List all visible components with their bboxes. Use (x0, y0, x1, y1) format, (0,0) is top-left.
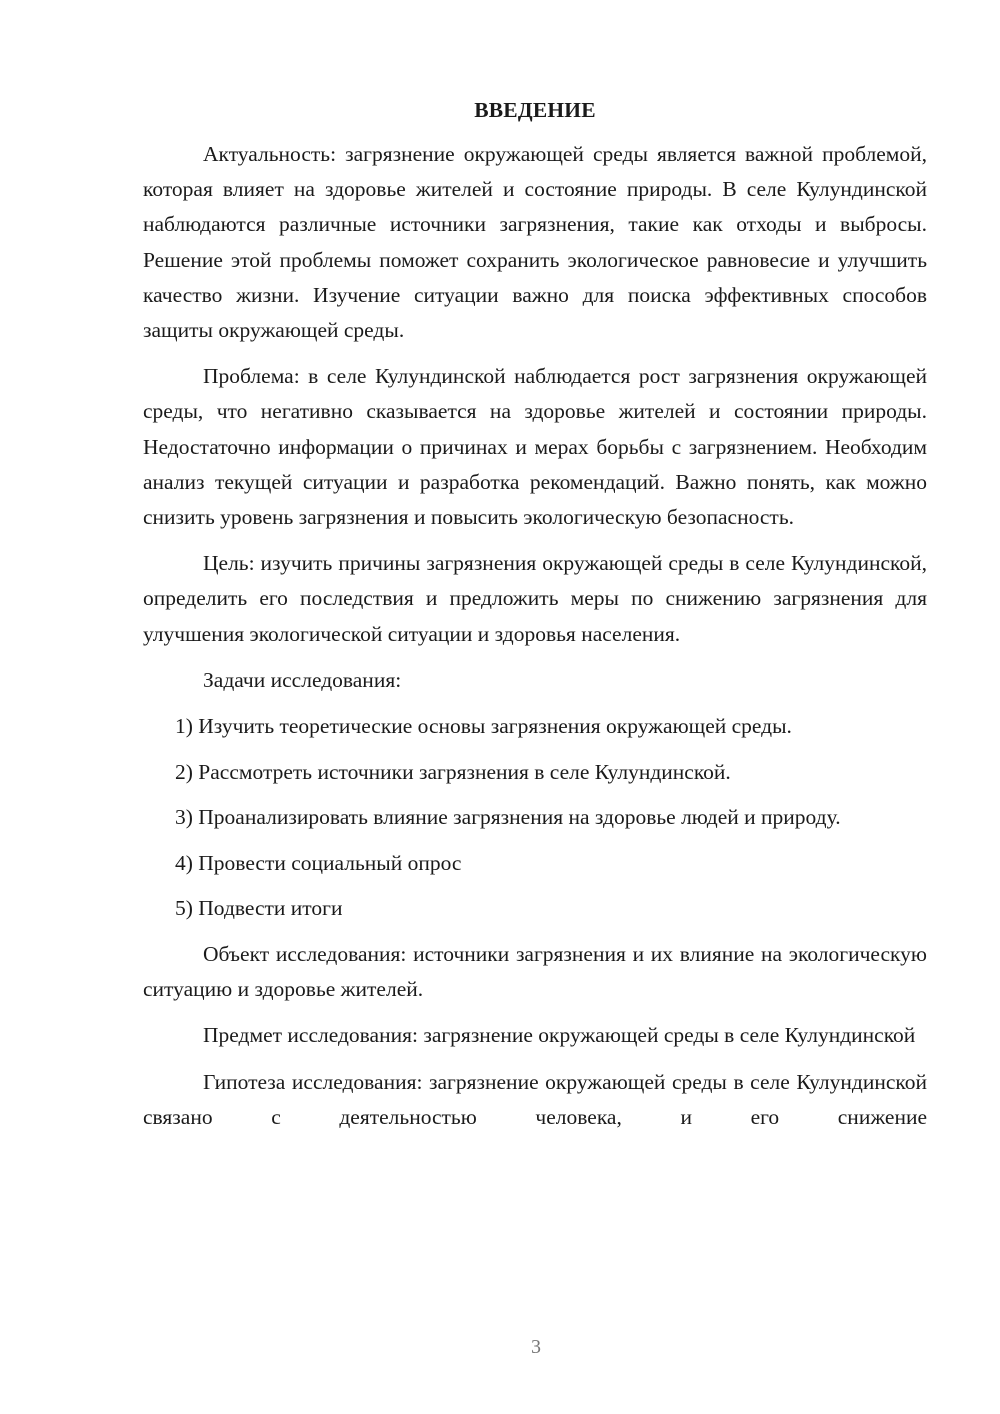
document-body (143, 93, 927, 1146)
section-heading: ВВЕДЕНИЕ (474, 98, 596, 122)
tasks-heading: Задачи исследования: (203, 667, 402, 692)
task-item-1: 1) Изучить теоретические основы загрязнения окружающей среды. (175, 714, 792, 739)
subject-paragraph: Предмет исследования: загрязнение окружающей среды в селе Кулундинской (203, 1023, 916, 1048)
hypothesis-paragraph: Гипотеза исследования: загрязнение окружающей среды в селе Кулундинской связано с деятельностью человека, и его снижение (143, 1069, 927, 1129)
page-number: 3 (531, 1336, 541, 1358)
object-paragraph: Объект исследования: источники загрязнения и их влияние на экологическую ситуацию и здоровье жителей. (143, 942, 927, 1002)
task-item-4: 4) Провести социальный опрос (175, 850, 462, 875)
relevance-paragraph: Актуальность: загрязнение окружающей среды является важной проблемой, которая влияет на здоровье жителей и состояние природы. В селе Кулундинской наблюдаются различные источники загрязнения, такие как отходы и выбросы. Решение этой проблемы поможет сохранить экологическое равновесие и улучшить качество жизни. Изучение ситуации важно для поиска эффективных способов защиты окружающей среды. (143, 142, 927, 343)
task-item-5: 5) Подвести итоги (175, 896, 343, 921)
problem-paragraph: Проблема: в селе Кулундинской наблюдается рост загрязнения окружающей среды, что негативно сказывается на здоровье жителей и состоянии природы. Недостаточно информации о причинах и мерах борьбы с загрязнением. Необходим анализ текущей ситуации и разработка рекомендаций. Важно понять, как можно снизить уровень загрязнения и повысить экологическую безопасность. (143, 364, 927, 530)
goal-paragraph: Цель: изучить причины загрязнения окружающей среды в селе Кулундинской, определить его последствия и предложить меры по снижению загрязнения для улучшения экологической ситуации и здоровья населения. (143, 551, 927, 646)
task-item-2: 2) Рассмотреть источники загрязнения в селе Кулундинской. (175, 759, 731, 784)
task-item-3: 3) Проанализировать влияние загрязнения на здоровье людей и природу. (175, 805, 841, 830)
